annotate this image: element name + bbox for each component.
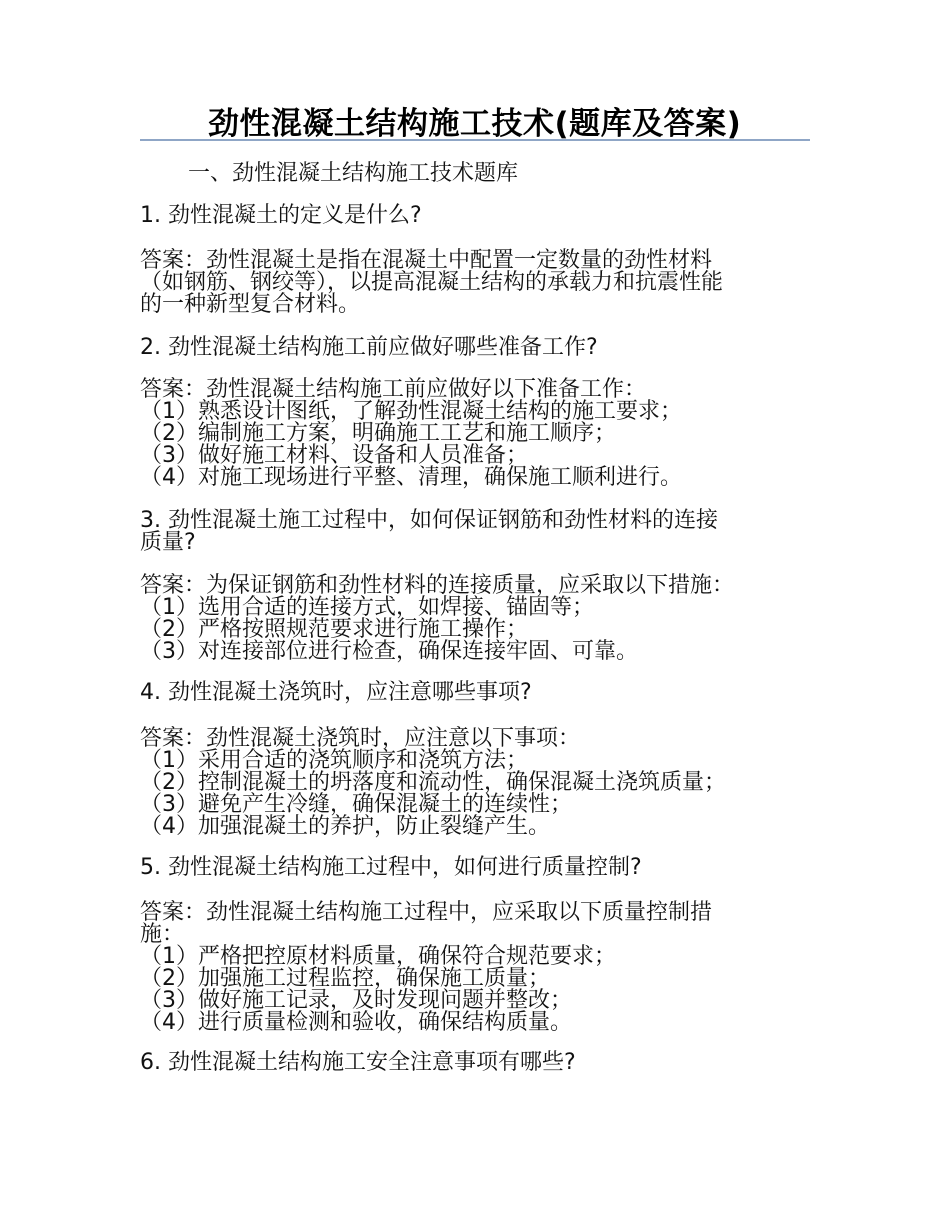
question-2 <box>140 337 598 359</box>
answer-line: 答案：劲性混凝土结构施工过程中，应采取以下质量控制措 <box>140 900 713 925</box>
question-line: 6. 劲性混凝土结构施工安全注意事项有哪些? <box>140 1050 576 1075</box>
answer-line: （4）对施工现场进行平整、清理，确保施工顺利进行。 <box>140 465 682 490</box>
answer-line: （3）对连接部位进行检查，确保连接牢固、可靠。 <box>140 639 638 664</box>
answer-line: （4）加强混凝土的养护，防止裂缝产生。 <box>140 814 550 839</box>
answer-line: 施： <box>140 922 185 947</box>
answer-line: （1）采用合适的浇筑顺序和浇筑方法； <box>140 748 528 773</box>
answer-line: （3）做好施工材料、设备和人员准备； <box>140 443 528 468</box>
answer-line: （2）严格按照规范要求进行施工操作； <box>140 617 528 642</box>
title-underline <box>140 139 810 141</box>
section-heading: 一、劲性混凝土结构施工技术题库 <box>188 161 519 186</box>
question-line: 4. 劲性混凝土浇筑时，应注意哪些事项? <box>140 680 532 705</box>
question-line: 质量? <box>140 530 196 555</box>
answer-2 <box>140 379 830 489</box>
question-line: 5. 劲性混凝土结构施工过程中，如何进行质量控制? <box>140 855 642 880</box>
question-line: 2. 劲性混凝土结构施工前应做好哪些准备工作? <box>140 335 598 360</box>
answer-5 <box>140 902 830 1034</box>
answer-line: （2）编制施工方案，明确施工工艺和施工顺序； <box>140 421 616 446</box>
answer-line: （3）避免产生冷缝，确保混凝土的连续性； <box>140 792 572 817</box>
answer-line: （4）进行质量检测和验收，确保结构质量。 <box>140 1010 572 1035</box>
answer-line: （1）选用合适的连接方式，如焊接、锚固等； <box>140 595 594 620</box>
answer-4 <box>140 728 830 838</box>
answer-line: （1）严格把控原材料质量，确保符合规范要求； <box>140 944 616 969</box>
question-line: 3. 劲性混凝土施工过程中，如何保证钢筋和劲性材料的连接 <box>140 508 718 533</box>
question-line: 1. 劲性混凝土的定义是什么? <box>140 203 422 228</box>
question-4 <box>140 682 532 704</box>
answer-line: （2）加强施工过程监控，确保施工质量； <box>140 966 550 991</box>
answer-line: （2）控制混凝土的坍落度和流动性，确保混凝土浇筑质量； <box>140 770 726 795</box>
question-5 <box>140 857 642 879</box>
question-6 <box>140 1052 576 1074</box>
answer-line: （3）做好施工记录，及时发现问题并整改； <box>140 988 572 1013</box>
answer-line: 答案：劲性混凝土结构施工前应做好以下准备工作： <box>140 377 647 402</box>
answer-line: （1）熟悉设计图纸，了解劲性混凝土结构的施工要求； <box>140 399 682 424</box>
answer-line: 的一种新型复合材料。 <box>140 292 361 317</box>
question-1 <box>140 205 422 227</box>
answer-line: 答案：劲性混凝土是指在混凝土中配置一定数量的劲性材料 <box>140 248 713 273</box>
answer-3 <box>140 575 830 663</box>
answer-1 <box>140 250 830 316</box>
question-3 <box>140 510 718 554</box>
answer-line: （如钢筋、钢绞等），以提高混凝土结构的承载力和抗震性能 <box>140 270 724 295</box>
answer-line: 答案：劲性混凝土浇筑时，应注意以下事项： <box>140 726 581 751</box>
document-title: 劲性混凝土结构施工技术(题库及答案) <box>208 106 742 142</box>
answer-line: 答案：为保证钢筋和劲性材料的连接质量，应采取以下措施： <box>140 573 735 598</box>
